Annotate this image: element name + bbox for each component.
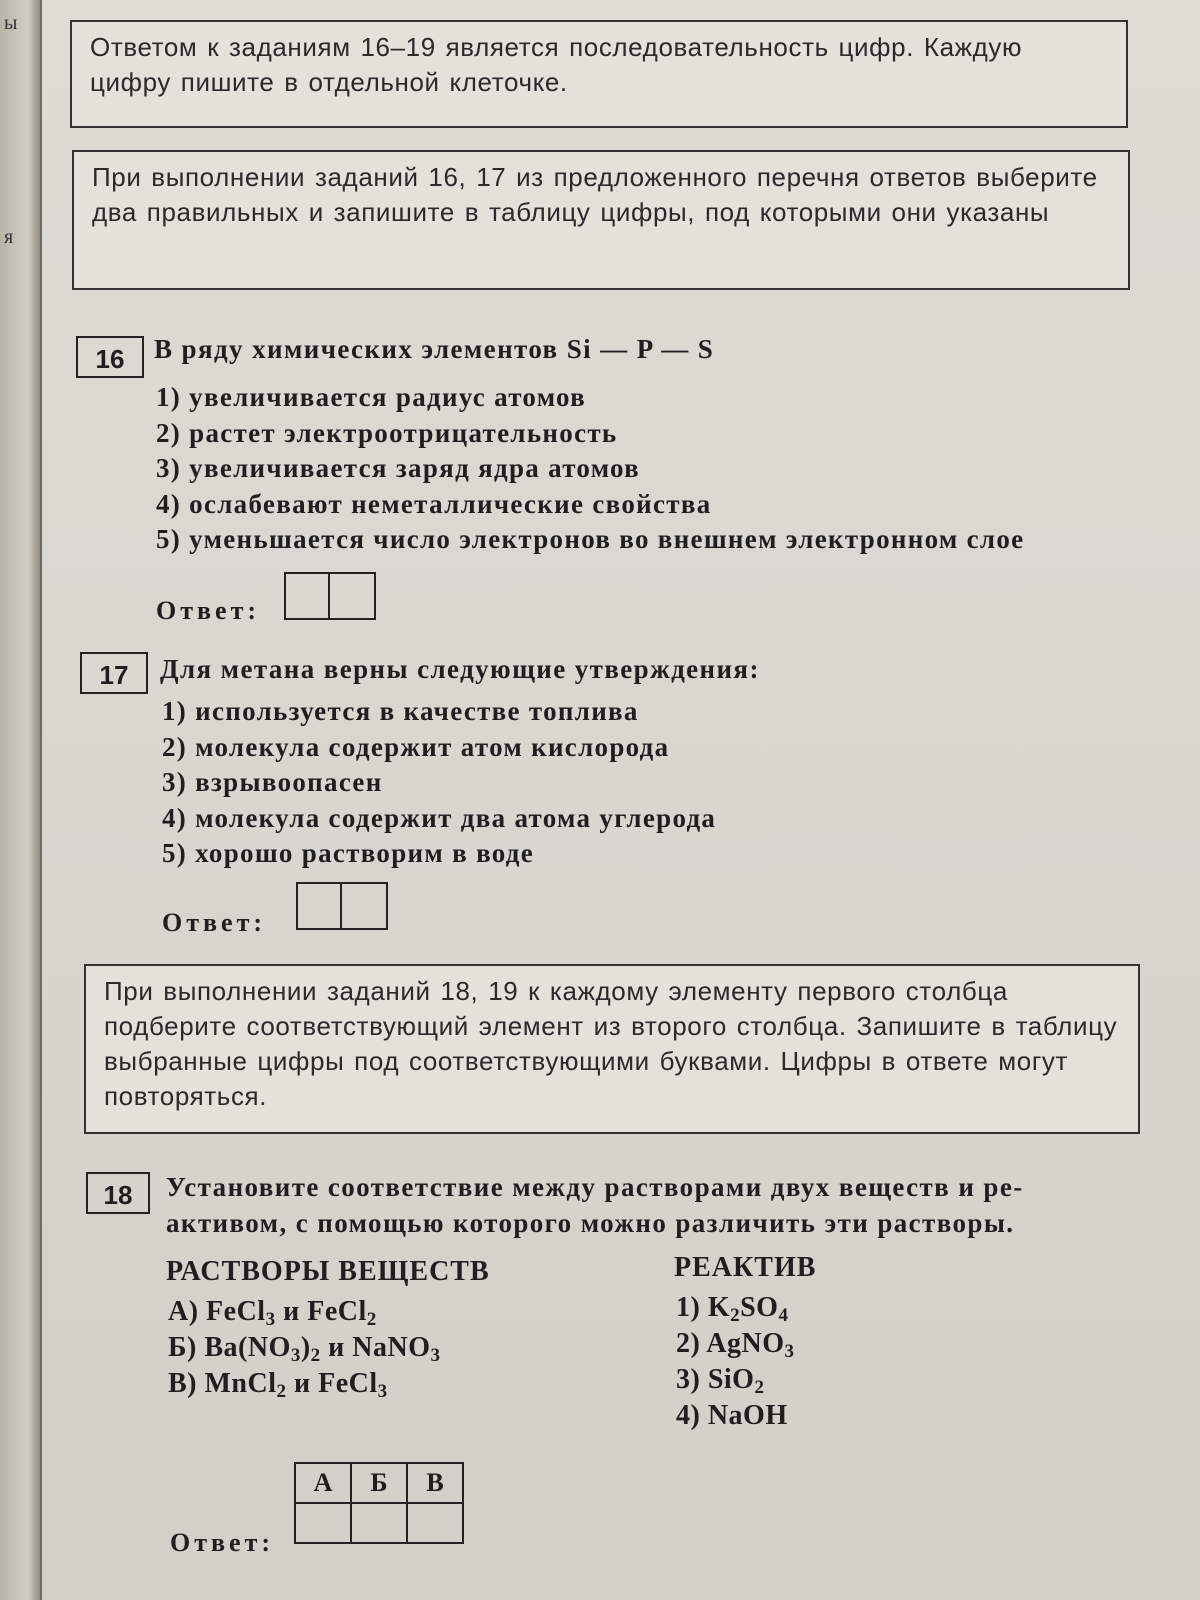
item-label: В) [168, 1368, 205, 1399]
substance-pair-3 [168, 1366, 441, 1402]
task-16-options [156, 380, 1024, 558]
instruction-box-tasks-18-19 [84, 964, 1140, 1134]
substance-pair-2 [168, 1330, 441, 1366]
instruction-box-answer-format [70, 20, 1128, 128]
reagent-1 [676, 1290, 795, 1326]
answer-table-18 [294, 1462, 464, 1544]
task-17-stem: Для метана верны следующие утверждения: [160, 654, 760, 684]
answer-label-18: Ответ: [170, 1528, 275, 1557]
formula-text: FeCl [206, 1296, 266, 1327]
item-label: 3) [676, 1364, 708, 1395]
option-4: 4) молекула содержит два атома углерода [162, 802, 717, 833]
previous-page-fragment: ы [4, 12, 18, 34]
instruction-text: При выполнении заданий 18, 19 к каждому элементу первого столбца подберите соответствующий элемент из второго столбца. Запишите в таблицу выбранные цифры под соответствующими буквами. Цифры в ответе могут повторяться. [104, 976, 1118, 1111]
option-2: 2) растет электроотрицательность [156, 417, 618, 448]
workbook-page [42, 0, 1200, 1600]
item-label: А) [168, 1296, 207, 1327]
formula-subscript: 2 [276, 1381, 287, 1402]
task-18-stem-line-2: активом, с помощью которого можно различить эти растворы. [166, 1208, 1015, 1238]
answer-cells-17[interactable] [296, 882, 388, 930]
answer-cell[interactable] [286, 574, 330, 618]
formula-text: и FeCl [275, 1296, 367, 1327]
task-number-16: 16 [76, 336, 144, 378]
formula-text: и FeCl [286, 1368, 378, 1399]
option-1: 1) увеличивается радиус атомов [156, 382, 587, 412]
reagent-list [676, 1290, 795, 1434]
option-3: 3) взрывоопасен [162, 767, 383, 797]
formula-text: SiO [707, 1364, 755, 1395]
formula-text: SO [740, 1292, 779, 1323]
previous-page-edge [0, 0, 40, 1600]
option-5: 5) уменьшается число электронов во внешнем электронном слое [156, 524, 1025, 554]
formula-subscript: 2 [754, 1377, 765, 1398]
formula-text: и NaNO [320, 1332, 431, 1363]
item-label: Б) [168, 1332, 205, 1363]
formula-subscript: 2 [310, 1345, 321, 1366]
substances-column-heading: РАСТВОРЫ ВЕЩЕСТВ [166, 1256, 490, 1287]
answer-cell-a[interactable] [295, 1503, 351, 1543]
formula-subscript: 2 [730, 1305, 741, 1326]
table-header-v: В [407, 1463, 463, 1503]
answer-cell[interactable] [342, 884, 386, 928]
formula-subscript: 4 [778, 1305, 789, 1326]
answer-cell[interactable] [298, 884, 342, 928]
answer-cell[interactable] [330, 574, 374, 618]
table-header-b: Б [351, 1463, 407, 1503]
formula-text: AgNO [706, 1328, 785, 1359]
item-label: 2) [676, 1328, 707, 1359]
item-label: 4) [676, 1400, 708, 1431]
reagent-4 [676, 1398, 795, 1434]
answer-label-16: Ответ: [156, 596, 261, 625]
instruction-text: При выполнении заданий 16, 17 из предложенного перечня ответов выберите два правильных и запишите в таблицу цифры, под которыми они указаны [92, 162, 1098, 227]
previous-page-fragment: я [4, 226, 14, 248]
option-2: 2) молекула содержит атом кислорода [162, 731, 670, 762]
formula-subscript: 2 [366, 1309, 377, 1330]
formula-subscript: 3 [784, 1341, 795, 1362]
option-4: 4) ослабевают неметаллические свойства [156, 488, 712, 519]
formula-subscript: 3 [290, 1345, 301, 1366]
formula-text: MnCl [204, 1368, 277, 1399]
task-17-options [162, 694, 716, 872]
reagent-column-heading: РЕАКТИВ [674, 1252, 817, 1283]
formula-text: K [707, 1292, 731, 1323]
option-1: 1) используется в качестве топлива [162, 696, 639, 726]
formula-subscript: 3 [265, 1309, 276, 1330]
formula-text: ) [300, 1332, 311, 1363]
formula-text: NaOH [707, 1400, 788, 1431]
item-label: 1) [676, 1292, 708, 1323]
option-3: 3) увеличивается заряд ядра атомов [156, 453, 641, 483]
answer-cell-v[interactable] [407, 1503, 463, 1543]
reagent-3 [676, 1362, 795, 1398]
option-5: 5) хорошо растворим в воде [162, 838, 535, 868]
reagent-2 [676, 1326, 795, 1362]
substance-pair-1 [168, 1294, 441, 1330]
substances-list [168, 1294, 441, 1402]
instruction-text: Ответом к заданиям 16–19 является последовательность цифр. Каждую цифру пишите в отдельной клеточке. [90, 32, 1023, 97]
task-16-stem: В ряду химических элементов Si — P — S [154, 334, 715, 364]
task-number-17: 17 [80, 652, 148, 694]
task-number-18: 18 [86, 1172, 150, 1214]
task-18-stem-line-1: Установите соответствие между растворами двух веществ и ре- [166, 1172, 1024, 1202]
formula-subscript: 3 [377, 1381, 388, 1402]
answer-cells-16[interactable] [284, 572, 376, 620]
formula-subscript: 3 [430, 1345, 441, 1366]
table-header-a: А [295, 1463, 351, 1503]
formula-text: Ba(NO [204, 1332, 291, 1363]
answer-label-17: Ответ: [162, 908, 267, 937]
instruction-box-tasks-16-17 [72, 150, 1130, 290]
answer-cell-b[interactable] [351, 1503, 407, 1543]
